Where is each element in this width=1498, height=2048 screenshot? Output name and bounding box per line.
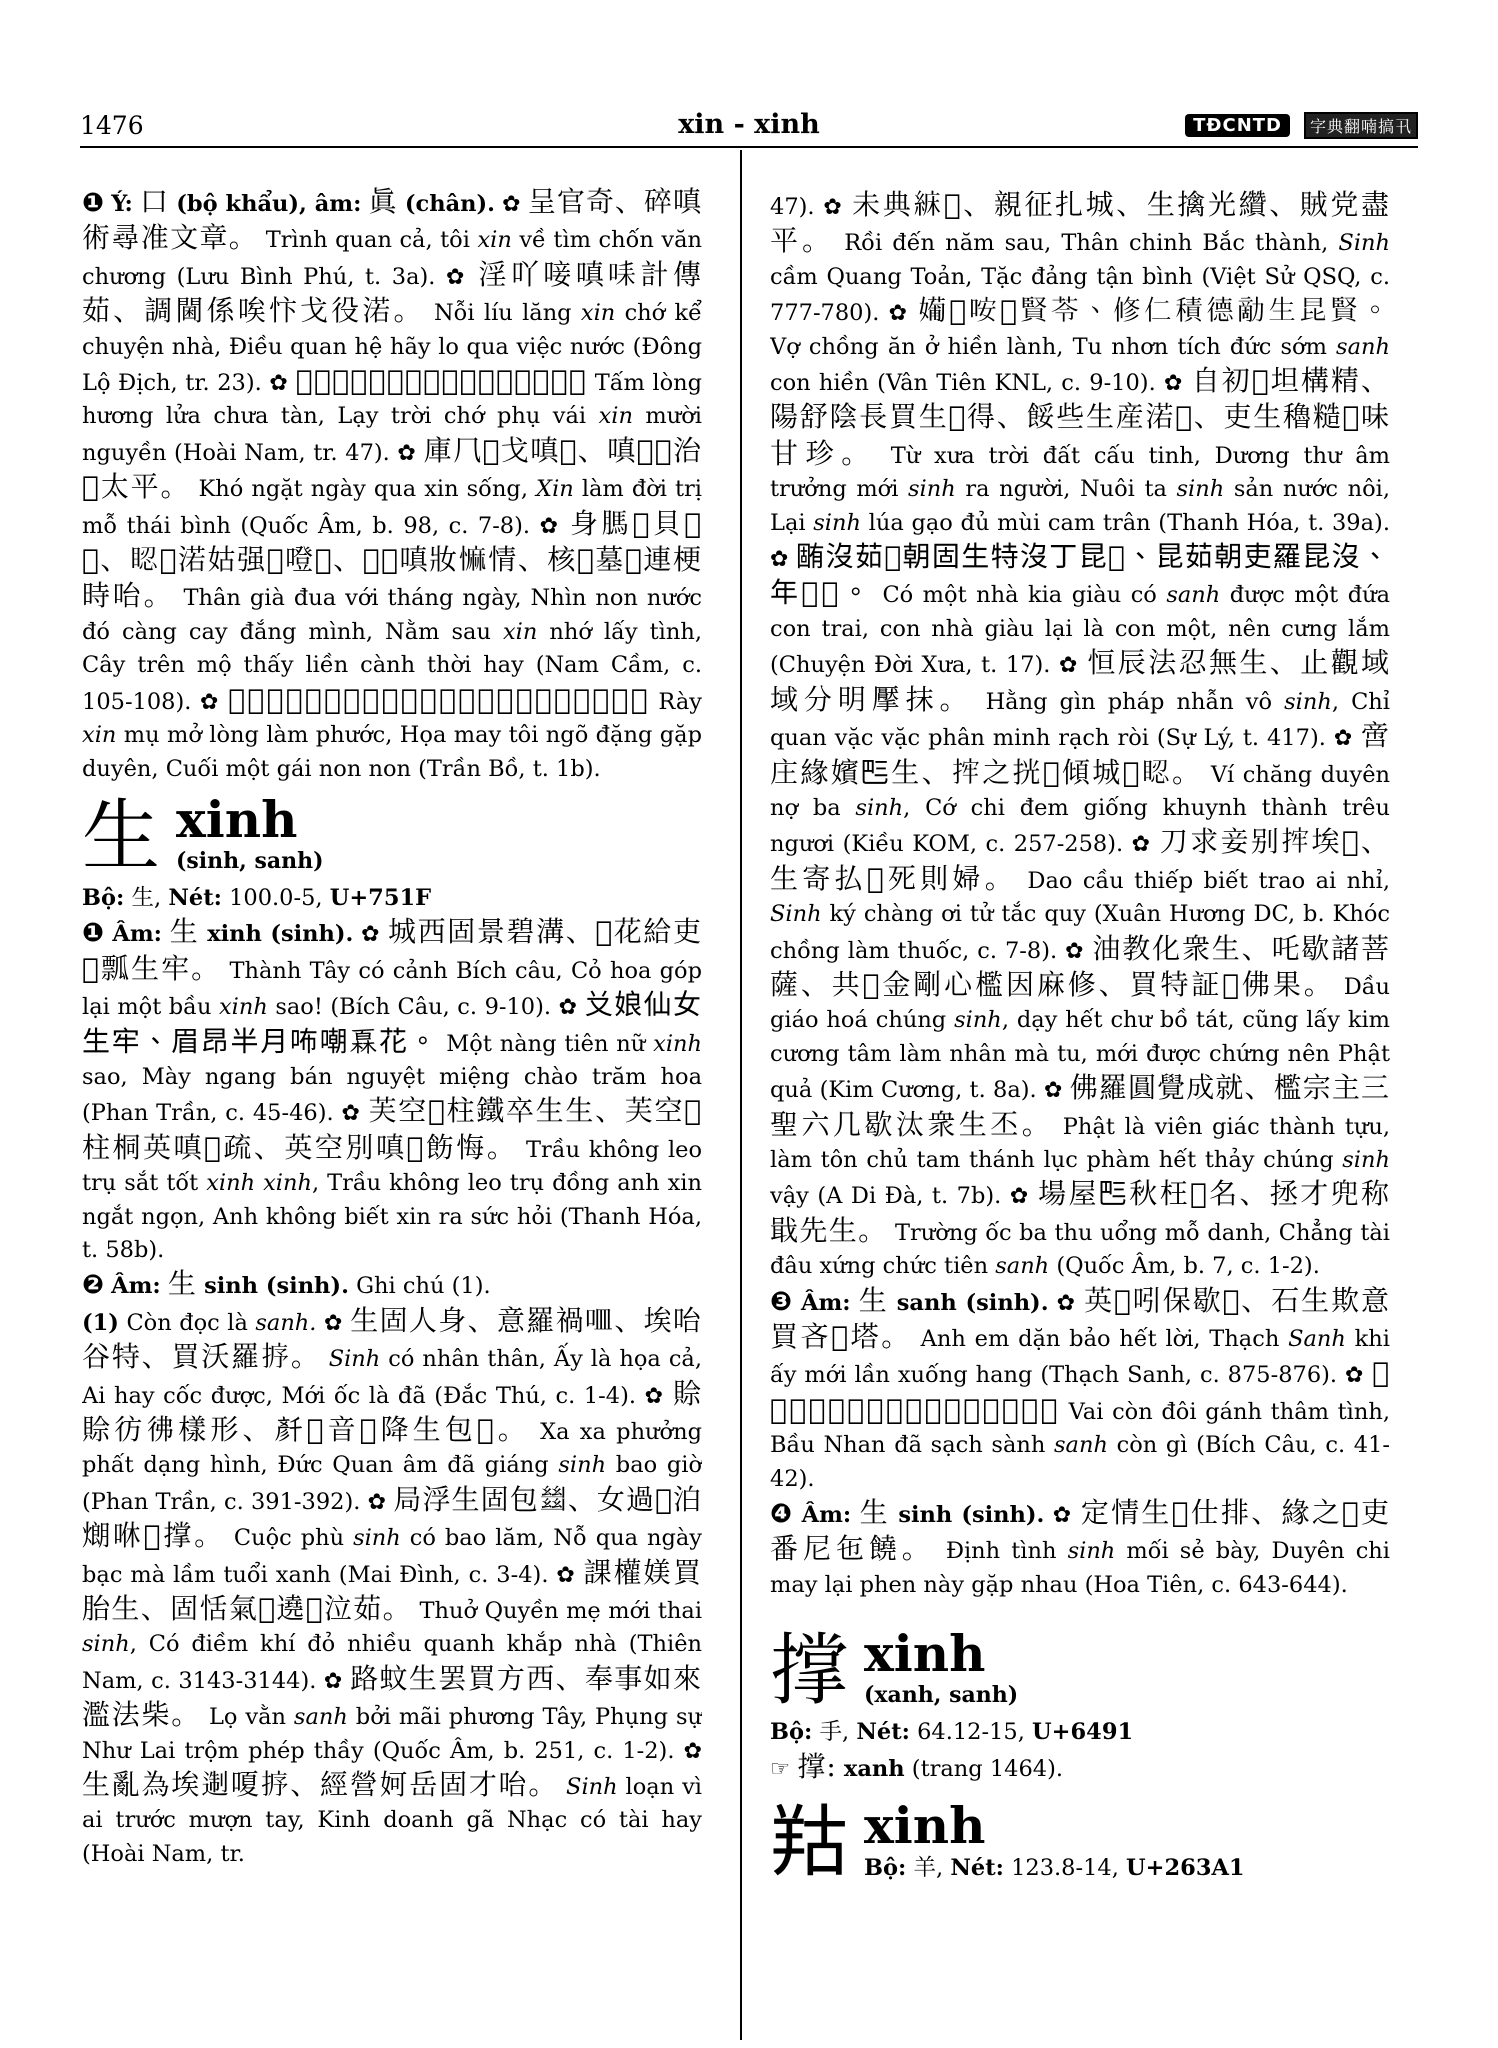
running-title: xin - xinh	[678, 109, 820, 140]
han-nom-logo: 字典翻喃搞卂	[1304, 112, 1418, 139]
entry-3-meta: Bộ: 羊, Nét: 123.8-14, U+263A1	[864, 1855, 1245, 1882]
flower-icon: ✿	[1052, 1503, 1073, 1529]
flower-icon: ✿	[1059, 653, 1079, 679]
flower-icon: ✿	[199, 689, 220, 715]
flower-icon: ✿	[341, 1101, 361, 1127]
right-column	[770, 188, 1390, 2038]
flower-icon: ✿	[823, 195, 844, 220]
flower-icon: ✿	[1131, 832, 1152, 858]
reading-2: ❷ Âm: 生 sinh (sinh). Ghi chú (1).	[82, 1267, 491, 1301]
tdcntd-logo: TĐCNTD	[1185, 114, 1290, 137]
flower-icon: ✿	[1009, 1184, 1030, 1210]
flower-icon: ✿	[367, 1489, 387, 1515]
flower-icon: ✿	[502, 192, 521, 217]
publisher-logos	[1185, 112, 1418, 139]
entry-character: 生	[82, 791, 161, 882]
flower-icon: ✿	[1333, 726, 1354, 752]
flower-icon: ✿	[683, 1738, 702, 1764]
page-header	[80, 108, 1418, 148]
entry-2-meta: Bộ: 手, Nét: 64.12-15, U+6491	[770, 1719, 1134, 1746]
entry-2-character: 撑	[770, 1626, 849, 1717]
flower-icon: ✿	[888, 301, 910, 327]
flower-icon: ✿	[558, 995, 578, 1021]
entry-headword	[82, 789, 702, 882]
entry-readings: (sinh, sanh)	[176, 847, 324, 874]
flower-icon: ✿	[556, 1562, 576, 1588]
entry-3-headword	[770, 1796, 1390, 1889]
num-3-icon: ❸	[770, 1286, 793, 1317]
flower-icon: ✿	[323, 1310, 343, 1336]
num-1-icon: ❶	[82, 918, 105, 949]
continued-quotes: 47). ✿ 未典𦀾𧺂、親征扎城、生擒光纘、賊党盡平。 Rồi đến năm sau, Thân chinh Bắc thành, Sinh cầm Quang Toản, Tặc đảng tận bình (Việt Sử QSQ, c. 777-780). ✿ 𡢼𡞕咹𢀭賢苓、修仁積德𠢗生昆賢。 Vợ chồng ăn ở hiền lành, Tu nhơn tích đức sớm sanh con hiền (Vân Tiên KNL, c. 9-10). ✿ 自初𡗶坦構精、陽舒陰長買生𠊛得、餒些生産渃𡨸、吏生穭糙𦧘味甘珍。 Từ xưa trời đất cấu tinh, Dương thư âm trưởng mới sinh ra người, Nuôi ta sinh sản nước nôi, Lại sinh lúa gạo đủ mùi cam trân (Thanh Hóa, t. 39a). ✿ 𣎏沒茹𢀭朝固生特沒丁昆𤳆、昆茹朝吏羅昆沒、年𡗉𢞅。 Có một nhà kia giàu có sanh được một đứa con trai, con nhà giàu lại là con một, nên cưng lắm (Chuyện Đời Xưa, t. 17). ✿ 恒辰法忍無生、止觀域域分明擪抹。 Hằng gìn pháp nhẫn vô sinh, Chỉ quan vặc vặc phân minh rạch ròi (Sự Lý, t. 417). ✿ 啻庄緣嬪𠀧生、𢭂之挄𢬣傾城𠶢𥆾。 Ví chăng duyên nợ ba sinh, Cớ chi đem giống khuynh thành trêu ngươi (Kiều KOM, c. 257-258). ✿ 刀求妾别𢭂埃𠸦、生寄払𠸟死則婦。 Dao cầu thiếp biết trao ai nhỉ, Sinh ký chàng ơi tử tắc quy (Xuân Hương DC, b. Khóc chồng làm thuốc, c. 7-8). ✿ 油教化衆生、吒歇諸菩薩、共𥙩金剛心檻因麻修、買特証𫀅佛果。 Dầu giáo hoá chúng sinh, dạy hết chư bồ tát, cũng lấy kim cương tâm làm nhân mà tu, mới được chứng nên Phật quả (Kim Cương, t. 8a). ✿ 佛羅圓覺成就、檻宗主三聖六几歇汰衆生丕。 Phật là viên giác thành tựu, làm tôn chủ tam thánh lục phàm hết thảy chúng sinh vậy (A Di Đà, t. 7b). ✿ 場屋𠀧秋枉𣘃名、拯才兜称戢先生。 Trường ốc ba thu uổng mỗ danh, Chẳng tài đâu xứng chức tiên sanh (Quốc Âm, b. 7, c. 1-2).	[770, 188, 1390, 1280]
entry-meta: Bộ: 生, Nét: 100.0-5, U+751F	[82, 884, 432, 911]
entry-2-headword	[770, 1624, 1390, 1717]
flower-icon: ✿	[361, 922, 381, 948]
flower-icon: ✿	[644, 1383, 665, 1409]
page-number: 1476	[80, 111, 144, 140]
reading-3: ❸ Âm: 生 sanh (sinh). ✿ 英𡛔吲保歇𠳒、石生欺意買吝𡎝塔。 Anh em dặn bảo hết lời, Thạch Sanh khi ấy mới lần xuống hang (Thạch Sanh, c. 875-876). ✿ 𩄇群堆梗深情、瓢顔𢭸涯𥗬生群之。 Vai còn đôi gánh thâm tình, Bầu Nhan đã sạch sành sanh còn gì (Bích Câu, c. 41-42).	[770, 1283, 1390, 1492]
entry-3-character: 𦍩	[770, 1798, 849, 1889]
flower-icon: ✿	[446, 264, 468, 290]
flower-icon: ✿	[1043, 1078, 1063, 1104]
column-divider	[740, 150, 742, 2040]
num-4-icon: ❹	[770, 1499, 794, 1530]
flower-icon: ✿	[1163, 371, 1184, 397]
flower-icon: ✿	[1056, 1290, 1077, 1316]
num-2-icon: ❷	[82, 1270, 105, 1301]
entry-3-title: xinh	[864, 1796, 986, 1856]
flower-icon: ✿	[1065, 938, 1085, 964]
flower-icon: ✿	[323, 1668, 343, 1694]
entry-2-readings: (xanh, sanh)	[864, 1682, 1019, 1709]
reading-4: ❹ Âm: 生 sinh (sinh). ✿ 定情生𠼯仕排、緣之𢙱吏番尼㐌饒。 Định tình sinh mối sẻ bày, Duyên chi may lại phen này gặp nhau (Hoa Tiên, c. 643-644).	[770, 1496, 1390, 1598]
flower-icon: ✿	[770, 547, 789, 573]
entry-2-crossref: ☞ 撑: xanh (trang 1464).	[770, 1749, 1064, 1783]
flower-icon: ✿	[269, 371, 289, 397]
flower-icon: ✿	[397, 440, 417, 466]
entry-2-title: xinh	[864, 1624, 986, 1684]
pointing-hand-icon: ☞	[770, 1755, 791, 1782]
reading-1: ❶ Âm: 生 xinh (sinh). ✿ 城西固景碧溝、𦬑花給吏𣳔瓢生牢。 Thành Tây có cảnh Bích câu, Cỏ hoa góp lại một bầu xinh sao! (Bích Câu, c. 9-10). ✿ 𠬠娘仙女生牢、眉昂半月咘嘲𤾓花。 Một nàng tiên nữ xinh sao, Mày ngang bán nguyệt miệng chào trăm hoa (Phan Trần, c. 45-46). ✿ 芙空𦀊柱鐵卒生生、芙空𦀊柱桐英嗔𢫝疏、英空別嗔𠱊飭悔。 Trầu không leo trụ sắt tốt xinh xinh, Trầu không leo trụ đồng anh xin ngắt ngọn, Anh không biết xin ra sức hỏi (Thanh Hóa, t. 58b).	[82, 915, 702, 1263]
num-1-icon: ❶	[82, 188, 105, 218]
note-1: (1) Còn đọc là sanh. ✿ 生固人身、意羅禍𠰘、埃咍谷特、買沃羅𢭸。 Sinh có nhân thân, Ấy là họa cả, Ai hay cốc được, Mới ốc là đã (Đắc Thú, c. 1-4). ✿ 賒賒彷彿樣形、𠦳𡗶音𢭸降生包𣇜。 Xa xa phưởng phất dạng hình, Đức Quan âm đã giáng sinh bao giờ (Phan Trần, c. 391-392). ✿ 局浮生固包𢇍、女過𣇞泊𤎜咻𩯀撑。 Cuộc phù sinh có bao lăm, Nỗ qua ngày bạc mà lầm tuổi xanh (Mai Đình, c. 3-4). ✿ 課權媄買胎生、固恬氣𦋦遶𩸄泣茹。 Thuở Quyền mẹ mới thai sinh, Có điềm khí đỏ nhiều quanh khắp nhà (Thiên Nam, c. 3143-3144). ✿ 路蚊生罢買方西、奉事如來濫法柴。 Lọ vằn sanh bởi mãi phương Tây, Phụng sự Như Lai trộm phép thầy (Quốc Âm, b. 251, c. 1-2). ✿ 生亂為埃𨔈嗄𢭸、經營妸岳固才咍。 Sinh loạn vì ai trước mượn tay, Kinh doanh gã Nhạc có tài hay (Hoài Nam, tr.	[82, 1303, 702, 1867]
left-column	[82, 185, 702, 2035]
flower-icon: ✿	[1345, 1363, 1365, 1389]
flower-icon: ✿	[539, 513, 561, 539]
sense-1: ❶ Ý: 口 (bộ khẩu), âm: 眞 (chân). ✿ 呈官奇、碎嗔術尋准文章。 Trình quan cả, tôi xin về tìm chốn văn chương (Lưu Bình Phú, t. 3a). ✿ 淫吖唼嗔𠱤計傳茹、調閫係唉忭戈役渃。 Nỗi líu lăng xin chớ kể chuyện nhà, Điều quan hệ hãy lo qua việc nước (Đông Lộ Địch, tr. 23). ✿ 𦛿悉香焒渚殘、𢘾丕渚負𠰘嗔进願。 Tấm lòng hương lửa chưa tàn, Lạy trời chớ phụ vái xin mười nguyền (Hoài Nam, tr. 47). ✿ 庫𠘨𣇞戈嗔𤯩、嗔𠫾𦋦治𣘃太平。 Khó ngặt ngày qua xin sống, Xin làm đời trị mỗ thái bình (Quốc Âm, b. 98, c. 7-8). ✿ 身𦟐𨁪貝𦝄𣎃、𥆾𡮈渃姑强𠱊噔𨉟、𦹳𨁦嗔妝𢠩情、核𨖲墓𧡊連梗時咍。 Thân già đua với tháng ngày, Nhìn non nước đó càng cay đắng mình, Nằm sau xin nhớ lấy tình, Cây trên mộ thấy liền cành thời hay (Nam Cầm, c. 105-108). ✿ 𣇜嗔媒𦀊悉𣼷福、禍𠅍碎吘鄧𨒺緣、𡛔𤀖𡛔𦽍𦽍。 Rày xin mụ mở lòng làm phước, Họa may tôi ngõ đặng gặp duyên, Cuối một gái non non (Trần Bồ, t. 1b).	[82, 185, 702, 782]
entry-title: xinh	[176, 789, 298, 849]
